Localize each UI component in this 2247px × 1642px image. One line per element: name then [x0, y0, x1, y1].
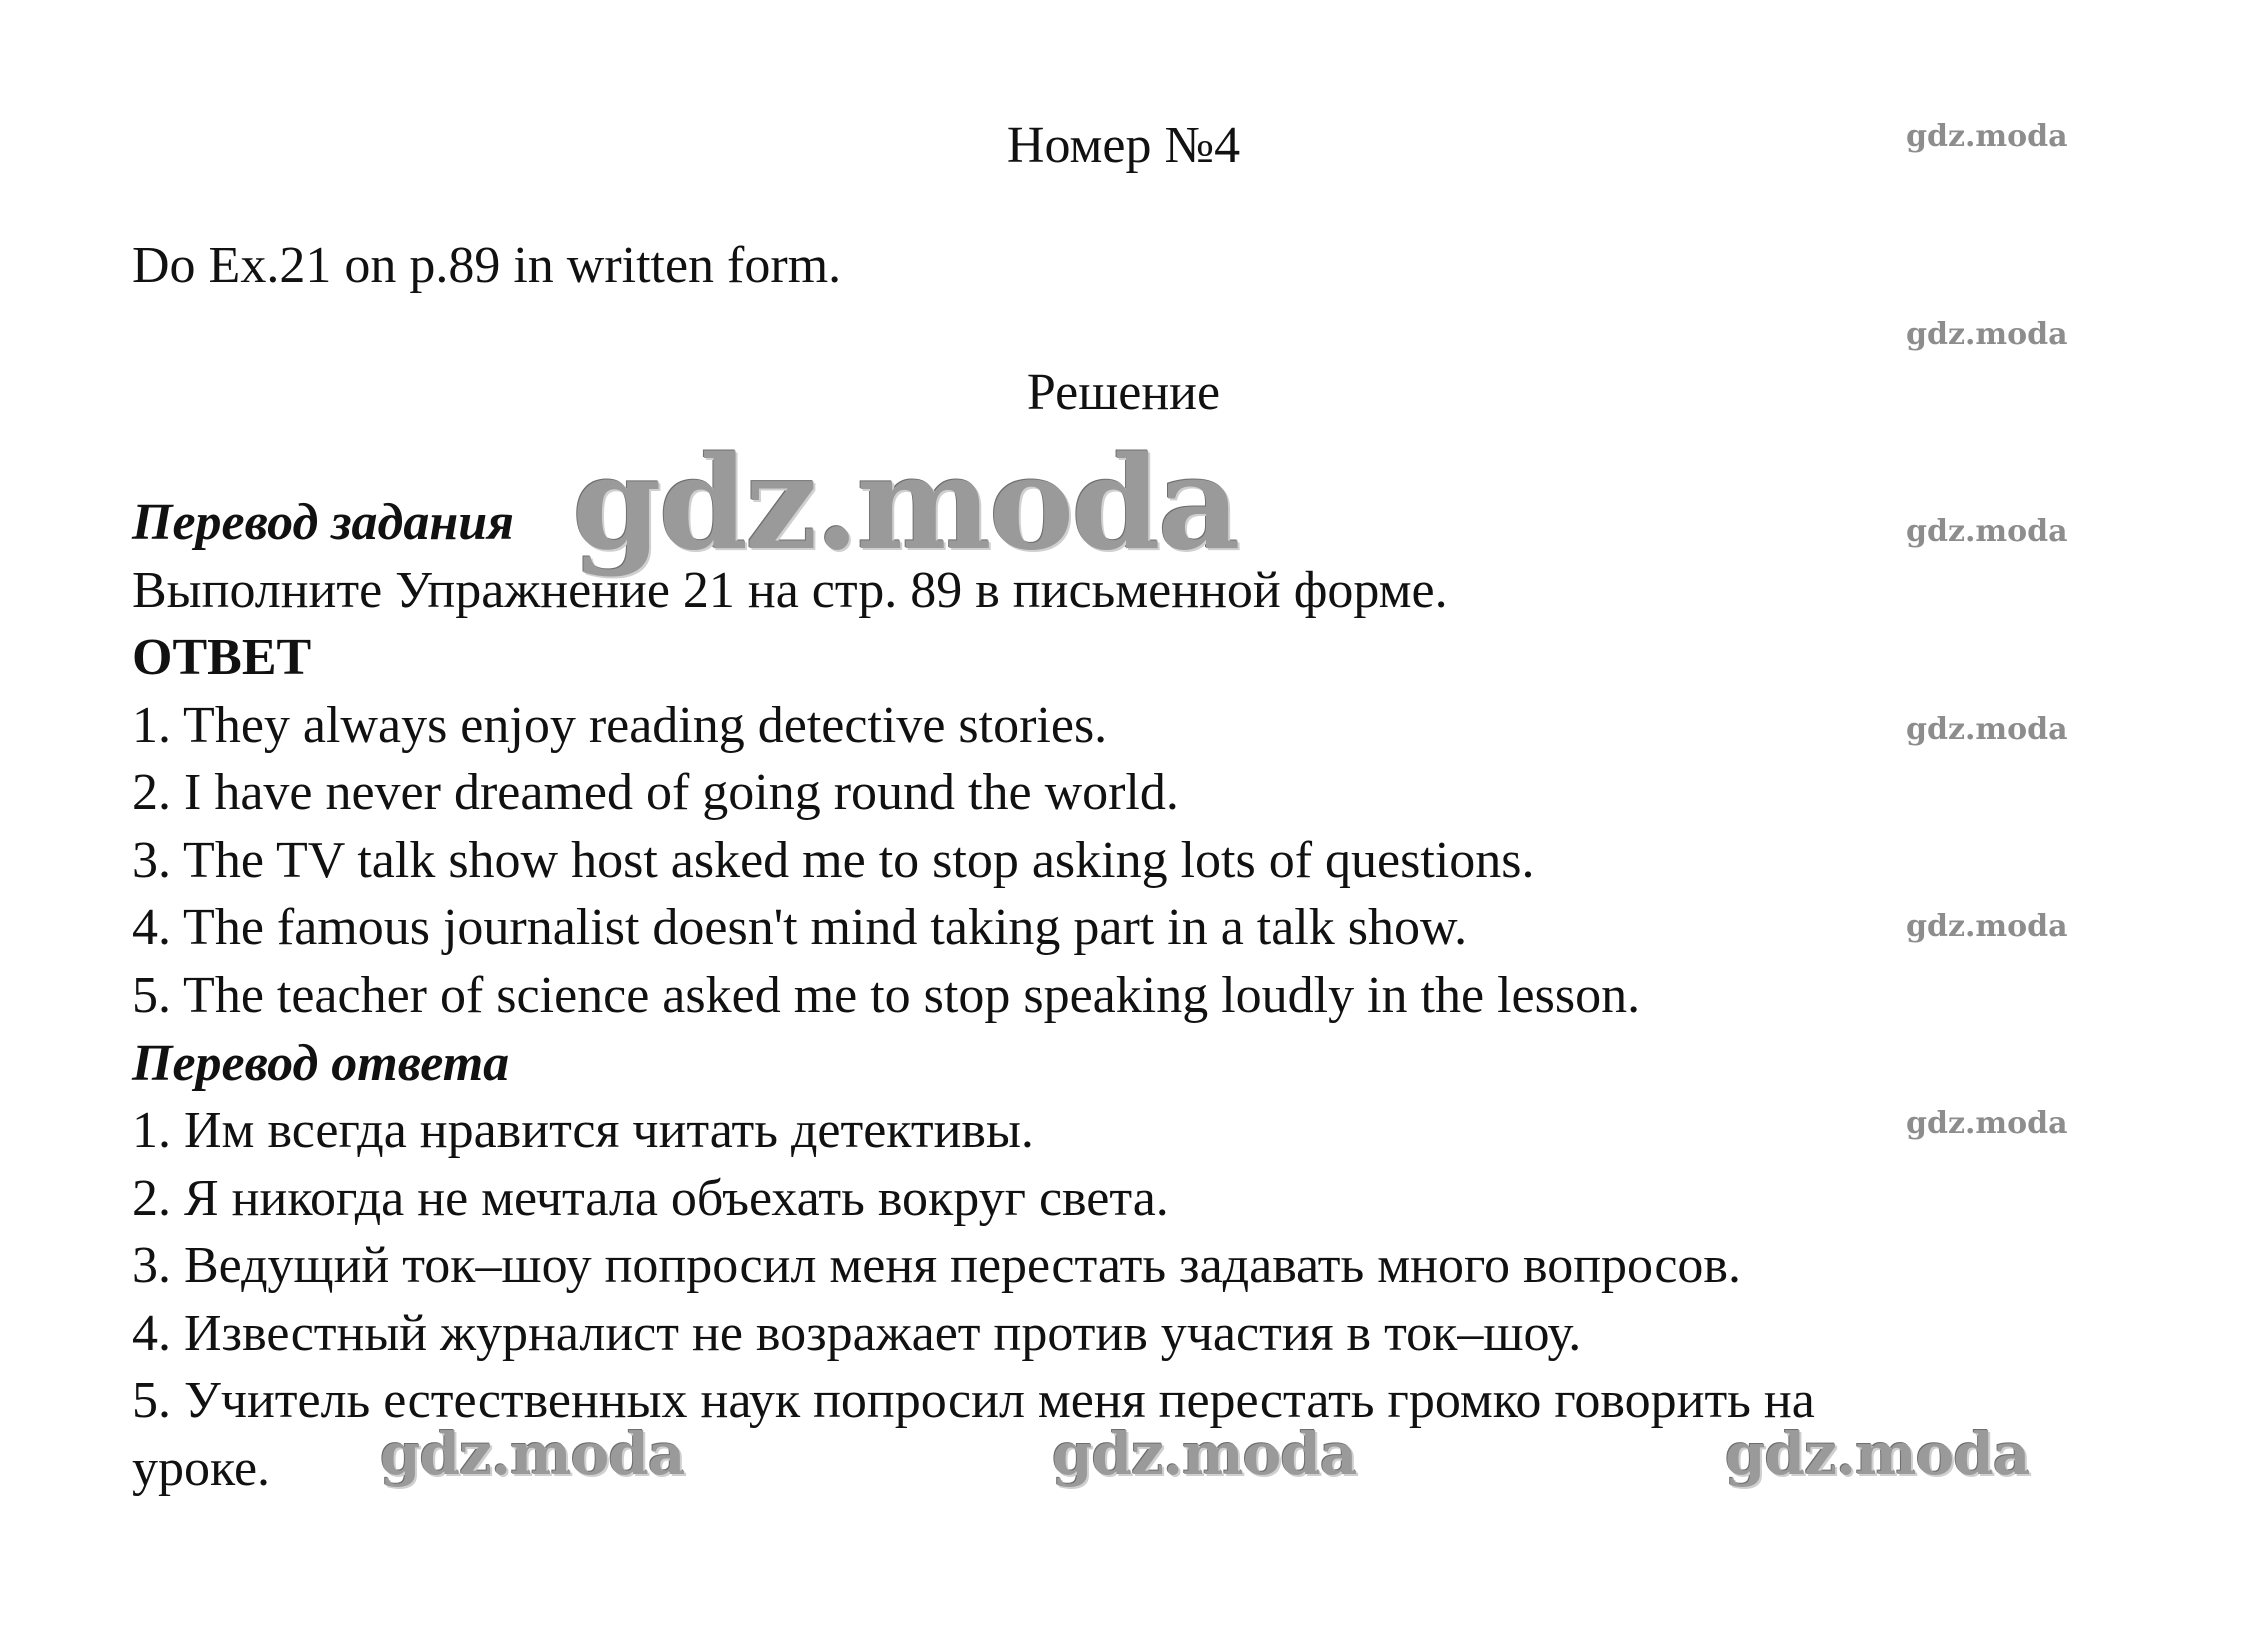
answer-item-2: 2. I have never dreamed of going round the world. [132, 764, 1179, 821]
answer-item-4: 4. The famous journalist doesn't mind taking part in a talk show. [132, 899, 1468, 956]
answer-translation-item-2: 2. Я никогда не мечтала объехать вокруг света. [132, 1170, 1169, 1227]
page-title: Номер №4 [1006, 117, 1241, 174]
watermark-small: gdz.moda [1906, 909, 2068, 944]
watermark-small: gdz.moda [1906, 514, 2068, 549]
watermark-bottom: gdz.moda [1725, 1420, 2030, 1488]
task-translation-heading: Перевод задания [132, 494, 514, 551]
answer-item-5: 5. The teacher of science asked me to stop speaking loudly in the lesson. [132, 967, 1641, 1024]
answer-translation-item-5-cont: уроке. [132, 1440, 271, 1497]
watermark-small: gdz.moda [1906, 712, 2068, 747]
watermark-small: gdz.moda [1906, 1106, 2068, 1141]
task-translation-text: Выполните Упражнение 21 на стр. 89 в письменной форме. [132, 562, 1448, 619]
watermark-large: gdz.moda [572, 429, 1238, 579]
watermark-small: gdz.moda [1906, 119, 2068, 154]
answer-translation-item-3: 3. Ведущий ток–шоу попросил меня перестать задавать много вопросов. [132, 1237, 1741, 1294]
answer-item-3: 3. The TV talk show host asked me to stop asking lots of questions. [132, 832, 1535, 889]
watermark-small: gdz.moda [1906, 317, 2068, 352]
solution-heading: Решение [1026, 364, 1221, 421]
answer-translation-item-5: 5. Учитель естественных наук попросил меня перестать громко говорить на [132, 1372, 1815, 1429]
task-text: Do Ex.21 on p.89 in written form. [132, 237, 842, 294]
answer-translation-item-4: 4. Известный журналист не возражает против участия в ток–шоу. [132, 1305, 1582, 1362]
watermark-bottom: gdz.moda [1052, 1420, 1357, 1488]
answer-item-1: 1. They always enjoy reading detective stories. [132, 697, 1108, 754]
answer-translation-item-1: 1. Им всегда нравится читать детективы. [132, 1102, 1034, 1159]
answer-translation-heading: Перевод ответа [132, 1035, 510, 1092]
watermark-bottom: gdz.moda [380, 1420, 685, 1488]
answer-heading: ОТВЕТ [132, 629, 312, 686]
